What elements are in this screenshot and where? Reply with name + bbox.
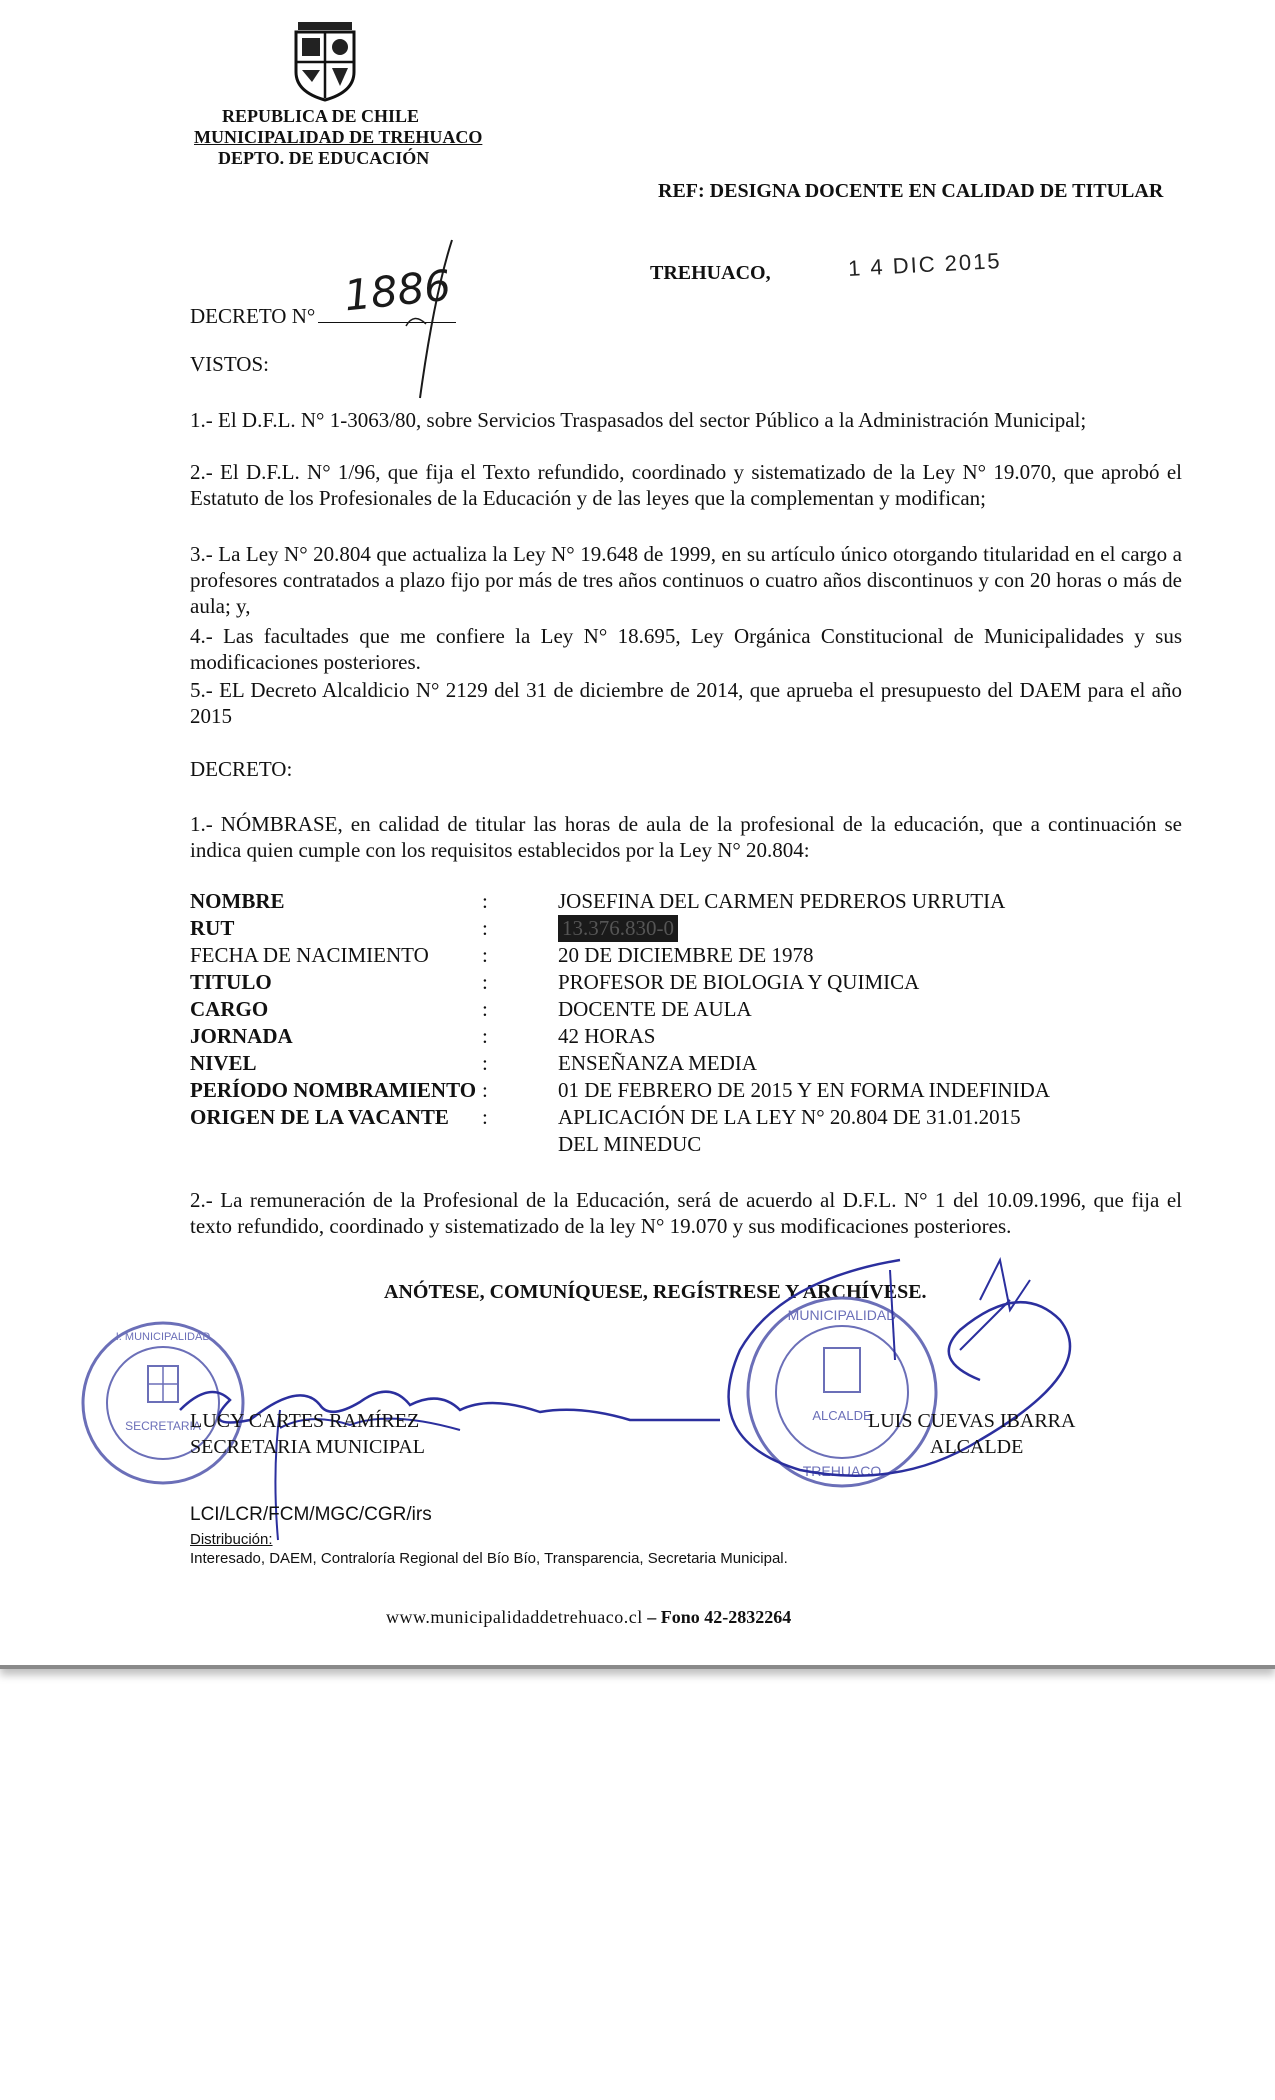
- details-value: 13.376.830-0: [558, 915, 678, 942]
- details-separator: :: [482, 889, 488, 913]
- details-label: ORIGEN DE LA VACANTE: [190, 1105, 449, 1129]
- details-row: [190, 1050, 1190, 1077]
- header-municipality: MUNICIPALIDAD DE TREHUACO: [194, 127, 483, 147]
- details-separator: :: [482, 1024, 488, 1048]
- details-separator: :: [482, 1078, 488, 1102]
- mayor-signature: [680, 1240, 1100, 1540]
- decree-slash-stroke: [400, 236, 460, 406]
- details-value: DOCENTE DE AULA: [558, 997, 752, 1021]
- details-label: NOMBRE: [190, 889, 285, 913]
- vistos-item-2: 2.- El D.F.L. N° 1/96, que fija el Texto refundido, coordinado y sistematizado de la Ley N° 19.070, que aprobó el Estatuto de los Profesionales de la Educación y de las leyes que la complementan y modifican;: [190, 460, 1182, 510]
- details-label: JORNADA: [190, 1024, 293, 1048]
- details-row: [190, 942, 1190, 969]
- vistos-item-1: 1.- El D.F.L. N° 1-3063/80, sobre Servicios Traspasados del sector Público a la Administración Municipal;: [190, 408, 1087, 432]
- details-row: [190, 996, 1190, 1023]
- details-separator: :: [482, 1051, 488, 1075]
- decreto-heading: DECRETO:: [190, 757, 293, 781]
- svg-text:I. MUNICIPALIDAD: I. MUNICIPALIDAD: [115, 1331, 211, 1343]
- distribution-list: Interesado, DAEM, Contraloría Regional del Bío Bío, Transparencia, Secretaria Municipal.: [190, 1550, 788, 1567]
- details-row: [190, 1104, 1190, 1131]
- details-row-continuation: [190, 1131, 1190, 1158]
- details-separator: :: [482, 943, 488, 967]
- secretary-title: SECRETARIA MUNICIPAL: [190, 1436, 425, 1458]
- details-separator: :: [482, 970, 488, 994]
- decreto-item-2: 2.- La remuneración de la Profesional de la Educación, será de acuerdo al D.F.L. N° 1 del 10.09.1996, que fija el texto refundido, coordinado y sistematizado de la ley N° 19.070 y sus modificaciones posteriores.: [190, 1188, 1182, 1238]
- details-separator: :: [482, 997, 488, 1021]
- initials-line: LCI/LCR/FCM/MGC/CGR/irs: [190, 1504, 432, 1525]
- details-label: CARGO: [190, 997, 269, 1021]
- vistos-item-4: 4.- Las facultades que me confiere la Ley N° 18.695, Ley Orgánica Constitucional de Municipalidades y sus modificaciones posteriores.: [190, 624, 1182, 674]
- details-value: PROFESOR DE BIOLOGIA Y QUIMICA: [558, 970, 920, 994]
- details-label: PERÍODO NOMBRAMIENTO: [190, 1078, 477, 1102]
- details-label: RUT: [190, 916, 235, 940]
- details-value: ENSEÑANZA MEDIA: [558, 1051, 757, 1075]
- reference-title: REF: DESIGNA DOCENTE EN CALIDAD DE TITULAR: [658, 180, 1164, 202]
- mayor-title: ALCALDE: [930, 1436, 1024, 1458]
- stamp-text-secretaria: SECRETARIA: [125, 1419, 201, 1433]
- details-row: [190, 969, 1190, 996]
- details-separator: :: [482, 916, 488, 940]
- vistos-item-5: 5.- EL Decreto Alcaldicio N° 2129 del 31 de diciembre de 2014, que aprueba el presupuesto del DAEM para el año 2015: [190, 678, 1182, 728]
- details-row: [190, 888, 1190, 915]
- svg-text:ALCALDE: ALCALDE: [812, 1408, 872, 1423]
- vistos-heading: VISTOS:: [190, 352, 269, 376]
- vistos-item-3: 3.- La Ley N° 20.804 que actualiza la Ley N° 19.648 de 1999, en su artículo único otorgando titularidad en el cargo a profesores contratados a plazo fijo por más de tres años continuos o cuatro años discontinuos y con 20 horas o más de aula; y,: [190, 542, 1182, 618]
- decree-number-handwritten: 1886: [341, 260, 454, 321]
- details-value: 42 HORAS: [558, 1024, 656, 1048]
- details-separator: :: [482, 1105, 488, 1129]
- footer-website[interactable]: www.municipalidaddetrehuaco.cl: [386, 1607, 643, 1627]
- coat-of-arms-icon: [292, 20, 358, 102]
- closing-formula: ANÓTESE, COMUNÍQUESE, REGÍSTRESE Y ARCHÍVESE.: [384, 1281, 927, 1303]
- date-stamp: 1 4 DIC 2015: [847, 247, 1003, 282]
- distribution-label: Distribución:: [190, 1531, 273, 1548]
- details-row: [190, 1023, 1190, 1050]
- details-value: 20 DE DICIEMBRE DE 1978: [558, 943, 814, 967]
- decreto-item-1: 1.- NÓMBRASE, en calidad de titular las horas de aula de la profesional de la educación, que a continuación se indica quien cumple con los requisitos establecidos por la Ley N° 20.804:: [190, 812, 1182, 862]
- details-value-continuation: DEL MINEDUC: [558, 1132, 702, 1156]
- decree-number-label: DECRETO N°: [190, 304, 316, 328]
- details-value: APLICACIÓN DE LA LEY N° 20.804 DE 31.01.2015: [558, 1105, 1021, 1129]
- details-value: 01 DE FEBRERO DE 2015 Y EN FORMA INDEFINIDA: [558, 1078, 1050, 1102]
- svg-text:TREHUACO: TREHUACO: [802, 1463, 882, 1479]
- details-value: JOSEFINA DEL CARMEN PEDREROS URRUTIA: [558, 889, 1006, 913]
- details-row: [190, 915, 1190, 942]
- footer-phone: Fono 42-2832264: [660, 1607, 792, 1627]
- footer-dash: –: [642, 1607, 661, 1627]
- details-label: FECHA DE NACIMIENTO: [190, 943, 429, 967]
- svg-text:MUNICIPALIDAD: MUNICIPALIDAD: [787, 1307, 897, 1323]
- header-department: DEPTO. DE EDUCACIÓN: [218, 148, 430, 168]
- details-label: TITULO: [190, 970, 272, 994]
- secretary-name: LUCY CARTES RAMÍREZ: [190, 1410, 420, 1432]
- details-row: [190, 1077, 1190, 1104]
- mayor-name: LUIS CUEVAS IBARRA: [868, 1410, 1076, 1432]
- header-country: REPUBLICA DE CHILE: [222, 106, 420, 126]
- place-label: TREHUACO,: [650, 262, 771, 284]
- footer: [386, 1607, 791, 1628]
- details-label: NIVEL: [190, 1051, 257, 1075]
